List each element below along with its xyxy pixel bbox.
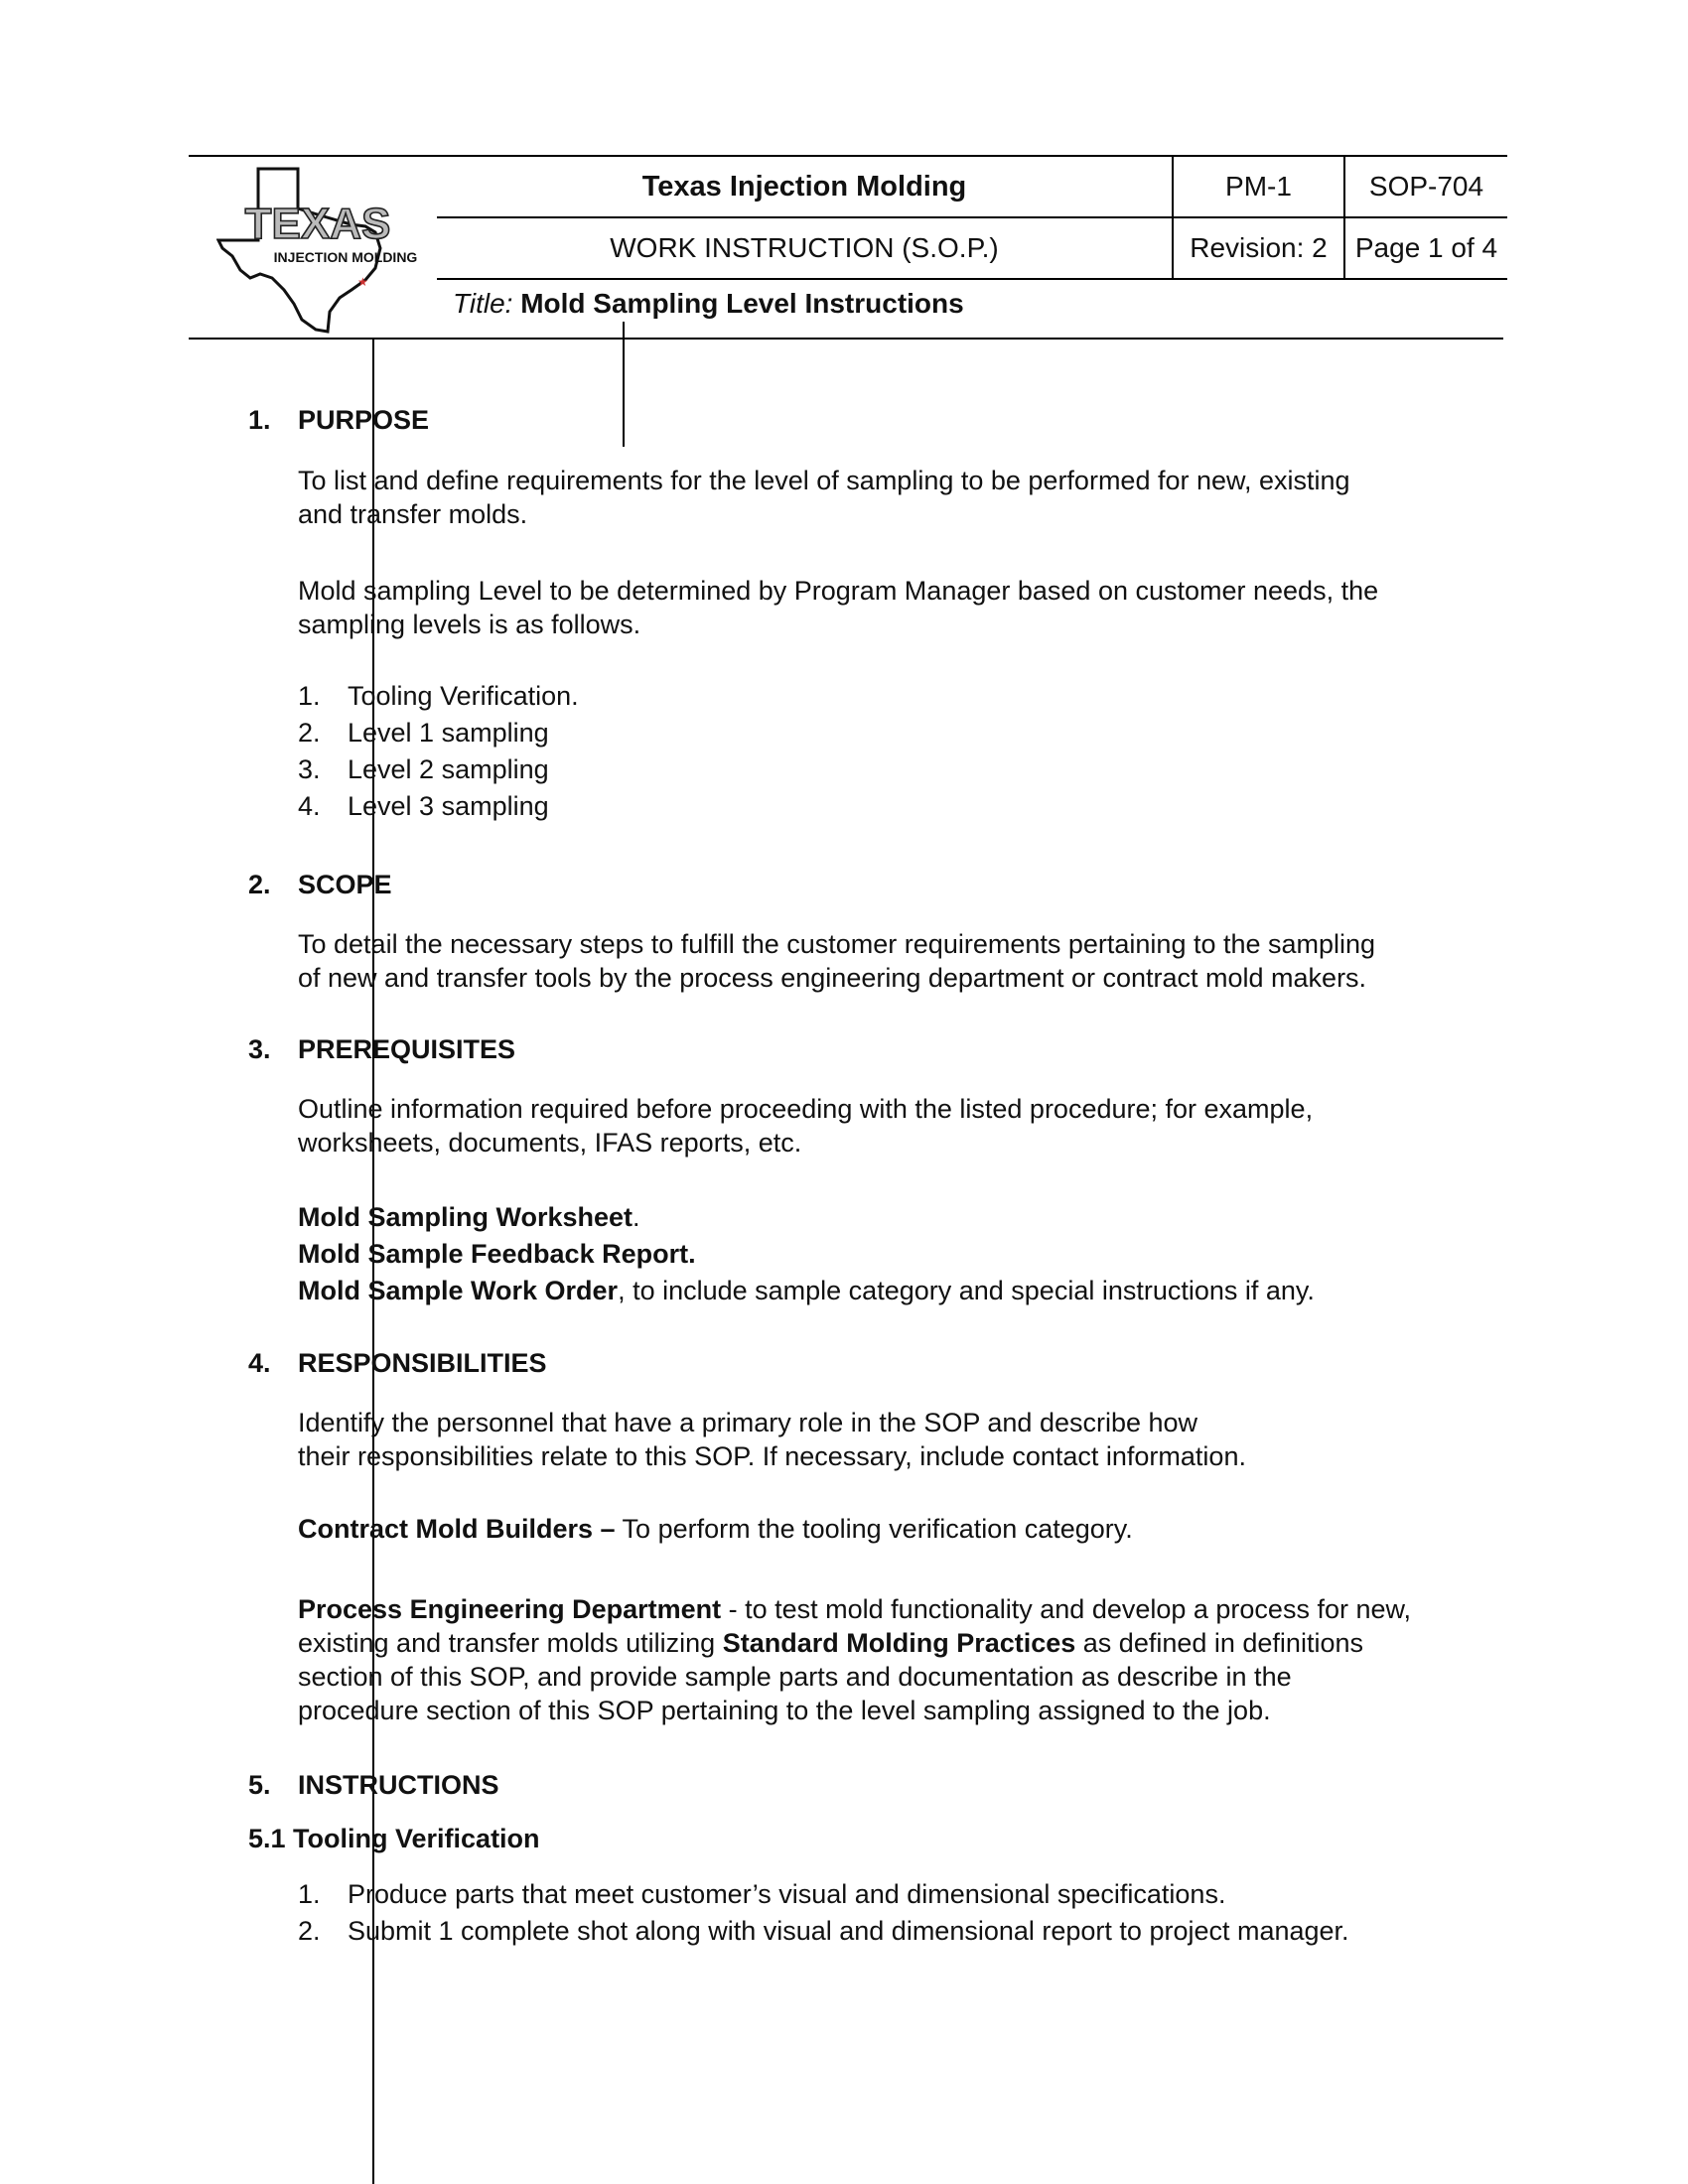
list-text: Submit 1 complete shot along with visual and dimensional report to project manager. <box>348 1916 1349 1946</box>
revision: Revision: 2 <box>1190 232 1328 263</box>
role-description: To perform the tooling verification category. <box>615 1514 1133 1544</box>
logo-star-icon: ★ <box>357 275 368 289</box>
section-heading <box>248 1348 547 1379</box>
text-line: Outline information required before proceeding with the listed procedure; for example, <box>298 1094 1314 1124</box>
list-text: Level 1 sampling <box>348 718 549 748</box>
list-number: 1. <box>298 1879 321 1909</box>
list-item <box>298 681 579 712</box>
list-text: Level 3 sampling <box>348 791 549 821</box>
text-span: existing and transfer molds utilizing <box>298 1628 723 1658</box>
subsection-heading: 5.1 Tooling Verification <box>248 1824 540 1853</box>
text-line: To detail the necessary steps to fulfill the customer requirements pertaining to the sampling <box>298 929 1376 959</box>
section-heading <box>248 405 429 436</box>
section-heading <box>248 1770 499 1801</box>
role-name: Contract Mold Builders – <box>298 1514 616 1544</box>
responsibilities-paragraph <box>298 1406 1470 1473</box>
section-title: PREREQUISITES <box>298 1034 516 1064</box>
list-text: Tooling Verification. <box>348 681 579 711</box>
text-line: and transfer molds. <box>298 499 528 529</box>
section-title: INSTRUCTIONS <box>298 1770 499 1800</box>
role-name: Process Engineering Department <box>298 1594 722 1624</box>
company-name: Texas Injection Molding <box>641 170 967 203</box>
text-line: Mold sampling Level to be determined by Program Manager based on customer needs, the <box>298 576 1379 606</box>
list-text: Level 2 sampling <box>348 754 549 784</box>
prerequisite-doc <box>298 1273 1470 1309</box>
list-number: 4. <box>298 791 321 821</box>
list-item <box>298 791 549 822</box>
doc-note: . <box>633 1202 640 1232</box>
list-text: Produce parts that meet customer’s visual and dimensional specifications. <box>348 1879 1226 1909</box>
contract-mold-builders <box>298 1512 1470 1546</box>
list-number: 2. <box>298 718 321 748</box>
purpose-paragraph-2 <box>298 574 1470 641</box>
sop-number: SOP-704 <box>1368 171 1484 202</box>
prerequisite-doc <box>298 1199 1470 1236</box>
doc-note: , to include sample category and special instructions if any. <box>618 1276 1315 1305</box>
list-item <box>298 718 549 749</box>
text-line: procedure section of this SOP pertaining to the level sampling assigned to the job. <box>298 1696 1271 1725</box>
prerequisite-documents <box>298 1199 1470 1309</box>
text-line: of new and transfer tools by the process engineering department or contract mold makers. <box>298 963 1367 993</box>
section-number: 3. <box>248 1034 271 1064</box>
text-span: as defined in definitions <box>1075 1628 1363 1658</box>
defined-term: Standard Molding Practices <box>722 1628 1076 1658</box>
list-item <box>298 754 549 785</box>
doc-name: Mold Sample Feedback Report. <box>298 1239 696 1269</box>
list-number: 3. <box>298 754 321 784</box>
prerequisite-doc <box>298 1236 1470 1273</box>
text-line: section of this SOP, and provide sample parts and documentation as describe in the <box>298 1662 1292 1692</box>
list-item <box>298 1916 1349 1947</box>
logo-text-main: TEXAS <box>244 200 391 248</box>
section-number: 2. <box>248 870 271 899</box>
doc-name: Mold Sample Work Order <box>298 1276 619 1305</box>
prerequisites-paragraph <box>298 1092 1470 1160</box>
section-number: 1. <box>248 405 271 435</box>
text-line <box>298 1592 1470 1626</box>
text-line: Identify the personnel that have a primary role in the SOP and describe how <box>298 1408 1198 1437</box>
list-number: 2. <box>298 1916 321 1946</box>
role-description: - to test mold functionality and develop a process for new, <box>721 1594 1412 1624</box>
logo-text-sub: INJECTION MOLDING <box>273 249 418 265</box>
purpose-paragraph-1 <box>298 464 1470 531</box>
page-number: Page 1 of 4 <box>1354 232 1498 263</box>
text-line: To list and define requirements for the level of sampling to be performed for new, existing <box>298 466 1350 495</box>
section-title: RESPONSIBILITIES <box>298 1348 547 1378</box>
section-heading <box>248 1034 515 1065</box>
list-number: 1. <box>298 681 321 711</box>
section-title: SCOPE <box>298 870 392 899</box>
doc-code: PM-1 <box>1225 171 1292 202</box>
text-line <box>298 1626 1470 1660</box>
list-item <box>298 1879 1225 1910</box>
section-title: PURPOSE <box>298 405 430 435</box>
text-line: worksheets, documents, IFAS reports, etc. <box>298 1128 802 1158</box>
doc-type: WORK INSTRUCTION (S.O.P.) <box>610 232 999 263</box>
process-engineering-department <box>298 1592 1470 1727</box>
scope-paragraph <box>298 927 1470 995</box>
text-line: their responsibilities relate to this SOP. If necessary, include contact information. <box>298 1441 1246 1471</box>
doc-name: Mold Sampling Worksheet <box>298 1202 633 1232</box>
title-label: Title: <box>453 288 513 319</box>
section-heading <box>248 870 392 900</box>
section-number: 4. <box>248 1348 271 1378</box>
text-line: sampling levels is as follows. <box>298 610 641 639</box>
section-number: 5. <box>248 1770 271 1800</box>
title-value: Mold Sampling Level Instructions <box>520 288 964 319</box>
